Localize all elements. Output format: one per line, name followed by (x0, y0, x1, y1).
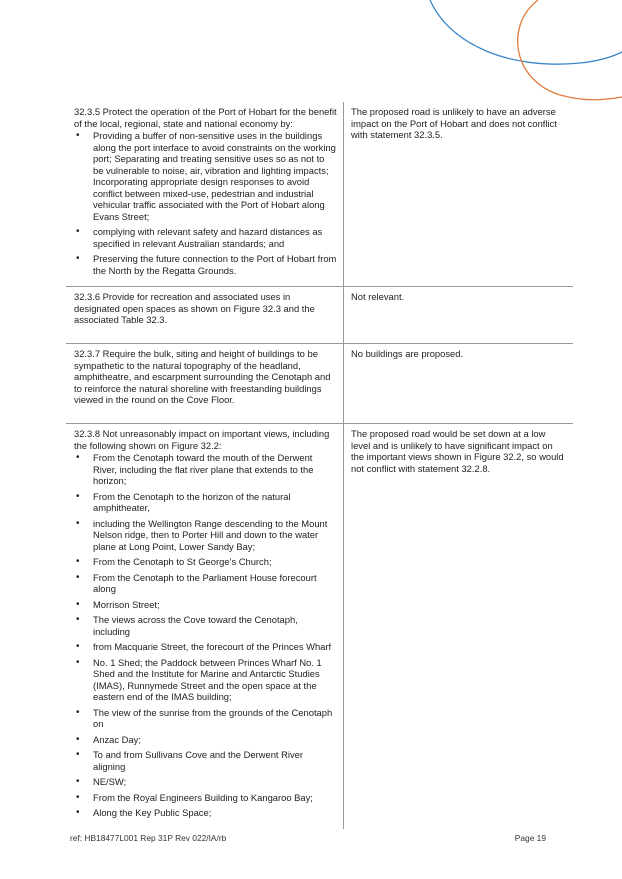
corner-arc-decoration (0, 0, 622, 110)
orange-arc-line (518, 0, 622, 100)
list-item: • Providing a buffer of non-sensitive uses in the buildings along the port interface to avoid constraints on the working port; Separating and treating sensitive uses so as not to be vulnerable to noise, air, vibration and lighting impacts; Incorporating appropriate design responses to avoid conflict between mixed-use, pedestrian and industrial vehicular traffic associated with the Port of Hobart along Evans Street; (74, 130, 337, 222)
table-row (66, 287, 573, 344)
list-item: • From the Royal Engineers Building to Kangaroo Bay; (74, 792, 337, 804)
clause-bullet-list (74, 452, 337, 819)
list-item: • from Macquarie Street, the forecourt of the Princes Wharf (74, 641, 337, 653)
clause-text: 32.3.8 Not unreasonably impact on important views, including the following shown on Figure 32.2: (74, 428, 330, 451)
list-item: • Preserving the future connection to the Port of Hobart from the North by the Regatta Grounds. (74, 253, 337, 276)
response-cell (344, 287, 574, 344)
list-item: • The view of the sunrise from the grounds of the Cenotaph on (74, 707, 337, 730)
clause-text: 32.3.6 Provide for recreation and associated uses in designated open spaces as shown on Figure 32.3 and the associated Table 32.3. (74, 291, 315, 325)
list-item: • From the Cenotaph toward the mouth of the Derwent River, including the flat river plane that extends to the horizon; (74, 452, 337, 487)
list-item: • Morrison Street; (74, 599, 337, 611)
list-item: • Along the Key Public Space; (74, 807, 337, 819)
table-row (66, 344, 573, 424)
response-cell (344, 424, 574, 829)
response-cell (344, 102, 574, 287)
table-row (66, 424, 573, 829)
clause-cell (66, 344, 344, 424)
list-item: • No. 1 Shed; the Paddock between Princes Wharf No. 1 Shed and the Institute for Marine and Antarctic Studies (IMAS), Runnymede Street and the open space at the eastern end of the IMAS building; (74, 657, 337, 703)
response-text: The proposed road is unlikely to have an adverse impact on the Port of Hobart and does not conflict with statement 32.3.5. (351, 106, 557, 140)
response-cell (344, 344, 574, 424)
clause-text: 32.3.5 Protect the operation of the Port of Hobart for the benefit of the local, regional, state and national economy by: (74, 106, 337, 129)
clause-cell (66, 287, 344, 344)
response-text: The proposed road would be set down at a low level and is unlikely to have significant impact on the important views shown in Figure 32.2, so would not conflict with statement 32.2.8. (351, 428, 564, 474)
list-item: • The views across the Cove toward the Cenotaph, including (74, 614, 337, 637)
page-number: Page 19 (514, 833, 546, 843)
clause-cell (66, 424, 344, 829)
planning-statement-table (66, 102, 573, 829)
clause-bullet-list (74, 130, 337, 276)
table-row (66, 102, 573, 287)
clause-cell (66, 102, 344, 287)
list-item: • including the Wellington Range descending to the Mount Nelson ridge, then to Porter Hill and down to the water plane at Long Point, Lower Sandy Bay; (74, 518, 337, 553)
blue-arc-line (430, 0, 622, 64)
document-reference: ref: HB18477L001 Rep 31P Rev 022/IA/rb (70, 833, 227, 843)
response-text: No buildings are proposed. (351, 348, 464, 359)
list-item: • From the Cenotaph to St George’s Church; (74, 556, 337, 568)
list-item: • NE/SW; (74, 776, 337, 788)
list-item: • Anzac Day; (74, 734, 337, 746)
list-item: • From the Cenotaph to the Parliament House forecourt along (74, 572, 337, 595)
list-item: • From the Cenotaph to the horizon of the natural amphitheater, (74, 491, 337, 514)
list-item: • complying with relevant safety and hazard distances as specified in relevant Australian standards; and (74, 226, 337, 249)
list-item: • To and from Sullivans Cove and the Derwent River aligning (74, 749, 337, 772)
response-text: Not relevant. (351, 291, 405, 302)
clause-text: 32.3.7 Require the bulk, siting and height of buildings to be sympathetic to the natural topography of the headland, amphitheatre, and escarpment surrounding the Cenotaph and to reinforce the natural shoreline with freestanding buildings viewed in the round on the Cove Floor. (74, 348, 331, 405)
